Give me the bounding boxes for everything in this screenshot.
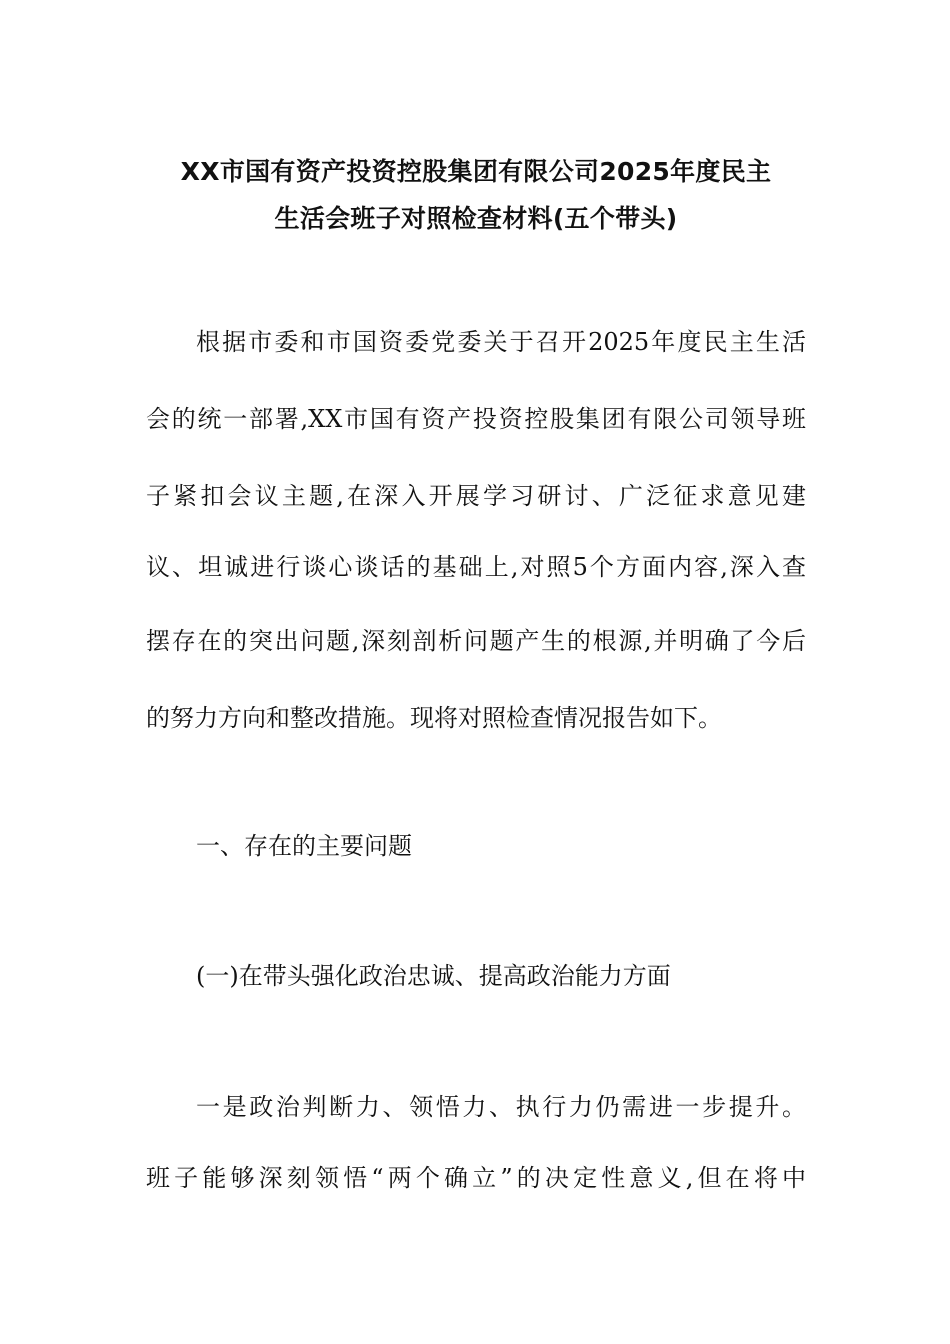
section-heading: 一、存在的主要问题: [196, 832, 412, 860]
intro-paragraph-line-1: 根据市委和市国资委党委关于召开2025年度民主生活: [196, 328, 806, 356]
point-paragraph-line-1: 一是政治判断力、领悟力、执行力仍需进一步提升。: [196, 1093, 806, 1121]
document-title-line-1: XX市国有资产投资控股集团有限公司2025年度民主: [180, 157, 772, 186]
intro-paragraph-line-4: 议、坦诚进行谈心谈话的基础上,对照5个方面内容,深入查: [146, 553, 806, 581]
intro-paragraph-line-2: 会的统一部署,XX市国有资产投资控股集团有限公司领导班: [146, 405, 806, 433]
intro-paragraph-line-5: 摆存在的突出问题,深刻剖析问题产生的根源,并明确了今后: [146, 627, 806, 655]
intro-paragraph-line-6: 的努力方向和整改措施。现将对照检查情况报告如下。: [146, 704, 722, 732]
subsection-heading: (一)在带头强化政治忠诚、提高政治能力方面: [196, 962, 671, 990]
intro-paragraph-line-3: 子紧扣会议主题,在深入开展学习研讨、广泛征求意见建: [146, 482, 806, 510]
document-title-line-2: 生活会班子对照检查材料(五个带头): [274, 204, 678, 233]
point-paragraph-line-2: 班子能够深刻领悟“两个确立”的决定性意义,但在将中: [146, 1164, 806, 1192]
